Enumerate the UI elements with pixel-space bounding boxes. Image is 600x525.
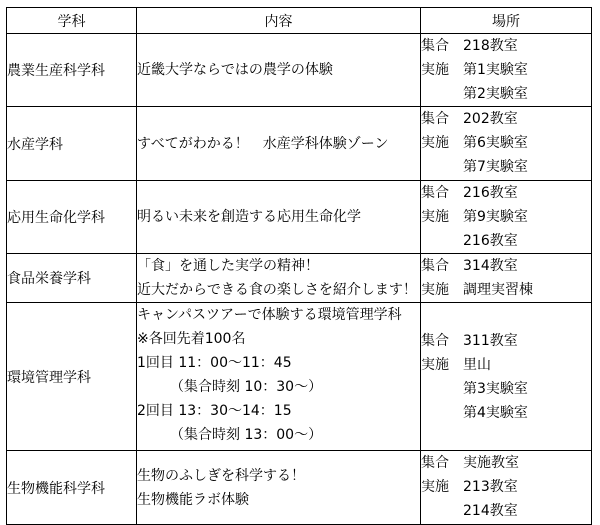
content-cell — [137, 254, 421, 303]
dept-cell: 環境管理学科 — [7, 303, 137, 451]
place-kind: 集合 — [421, 38, 449, 54]
content-line: 「食」を通した実学の精神！ — [137, 258, 319, 274]
place-room: 第9実験室 — [463, 209, 528, 225]
place-kind: 実施 — [421, 62, 449, 78]
dept-cell: 応用生命化学科 — [7, 181, 137, 254]
header-content: 内容 — [137, 8, 421, 34]
place-room: 216教室 — [463, 185, 518, 201]
place-room: 里山 — [463, 356, 491, 373]
content-line: 生物機能ラボ体験 — [137, 491, 249, 508]
content-line: ※各回先着100名 — [137, 331, 246, 347]
place-line — [421, 353, 591, 377]
place-cell — [421, 34, 592, 107]
place-kind: 集合 — [421, 455, 449, 471]
dept-cell: 農業生産科学科 — [7, 34, 137, 107]
place-room: 216教室 — [463, 233, 518, 249]
place-line — [421, 34, 591, 58]
dept-cell: 生物機能科学科 — [7, 451, 137, 525]
place-line — [421, 254, 591, 278]
content-line: すべてがわかる！ 水産学科体験ゾーン — [137, 135, 389, 152]
place-line — [421, 58, 591, 82]
place-room: 第2実験室 — [463, 86, 528, 102]
dept-cell: 食品栄養学科 — [7, 254, 137, 303]
place-cell — [421, 451, 592, 525]
place-kind: 実施 — [421, 479, 449, 495]
place-kind: 集合 — [421, 332, 449, 349]
place-room: 311教室 — [463, 332, 518, 349]
place-line — [421, 229, 591, 253]
place-cell — [421, 181, 592, 254]
content-line: 1回目 11：00～11：45 — [137, 355, 292, 371]
content-cell — [137, 107, 421, 181]
place-line — [421, 131, 591, 155]
place-line — [421, 82, 591, 106]
table-header-row — [7, 8, 592, 34]
place-kind — [421, 401, 463, 425]
place-room: 第6実験室 — [463, 135, 528, 151]
place-room: 第4実験室 — [463, 404, 528, 421]
header-dept: 学科 — [7, 8, 137, 34]
content-line: （集合時刻 10：30～） — [170, 379, 323, 395]
place-line — [421, 499, 591, 523]
place-kind — [421, 499, 463, 523]
table-row — [7, 254, 592, 303]
dept-cell: 水産学科 — [7, 107, 137, 181]
table-row — [7, 107, 592, 181]
place-kind — [421, 229, 463, 253]
table-row — [7, 451, 592, 525]
place-kind: 集合 — [421, 111, 449, 127]
place-line — [421, 155, 591, 179]
schedule-table — [6, 7, 592, 525]
content-line: 近畿大学ならではの農学の体験 — [137, 62, 333, 78]
content-line: （集合時刻 13：00～） — [170, 427, 323, 443]
content-line: 生物のふしぎを科学する！ — [137, 467, 305, 484]
place-line — [421, 205, 591, 229]
place-kind: 実施 — [421, 356, 449, 373]
header-place: 場所 — [421, 8, 592, 34]
place-room: 218教室 — [463, 38, 518, 54]
table-row — [7, 303, 592, 451]
place-cell — [421, 107, 592, 181]
place-room: 第1実験室 — [463, 62, 528, 78]
place-room: 第3実験室 — [463, 380, 528, 397]
place-kind — [421, 155, 463, 179]
content-cell — [137, 303, 421, 451]
place-kind: 実施 — [421, 135, 449, 151]
place-room: 調理実習棟 — [463, 282, 533, 298]
place-line — [421, 278, 591, 302]
place-line — [421, 377, 591, 401]
table-row — [7, 34, 592, 107]
content-cell — [137, 34, 421, 107]
place-cell — [421, 303, 592, 451]
place-line — [421, 181, 591, 205]
place-room: 213教室 — [463, 479, 518, 495]
content-line: キャンパスツアーで体験する環境管理学科 — [137, 307, 402, 323]
place-kind: 実施 — [421, 209, 449, 225]
place-kind: 集合 — [421, 185, 449, 201]
table-row — [7, 181, 592, 254]
content-cell — [137, 181, 421, 254]
place-cell — [421, 254, 592, 303]
place-room: 214教室 — [463, 503, 518, 519]
content-line: 近大だからできる食の楽しさを紹介します！ — [137, 282, 417, 298]
place-room: 202教室 — [463, 111, 518, 127]
place-kind — [421, 377, 463, 401]
place-kind: 実施 — [421, 282, 449, 298]
place-line — [421, 475, 591, 499]
content-line: 明るい未来を創造する応用生命化学 — [137, 209, 361, 225]
place-room: 実施教室 — [463, 455, 519, 471]
place-room: 第7実験室 — [463, 159, 528, 175]
place-line — [421, 401, 591, 425]
place-line — [421, 107, 591, 131]
place-line — [421, 329, 591, 353]
place-line — [421, 451, 591, 475]
content-cell — [137, 451, 421, 525]
content-line: 2回目 13：30～14：15 — [137, 403, 292, 419]
place-kind: 集合 — [421, 258, 449, 274]
place-kind — [421, 82, 463, 106]
place-room: 314教室 — [463, 258, 518, 274]
